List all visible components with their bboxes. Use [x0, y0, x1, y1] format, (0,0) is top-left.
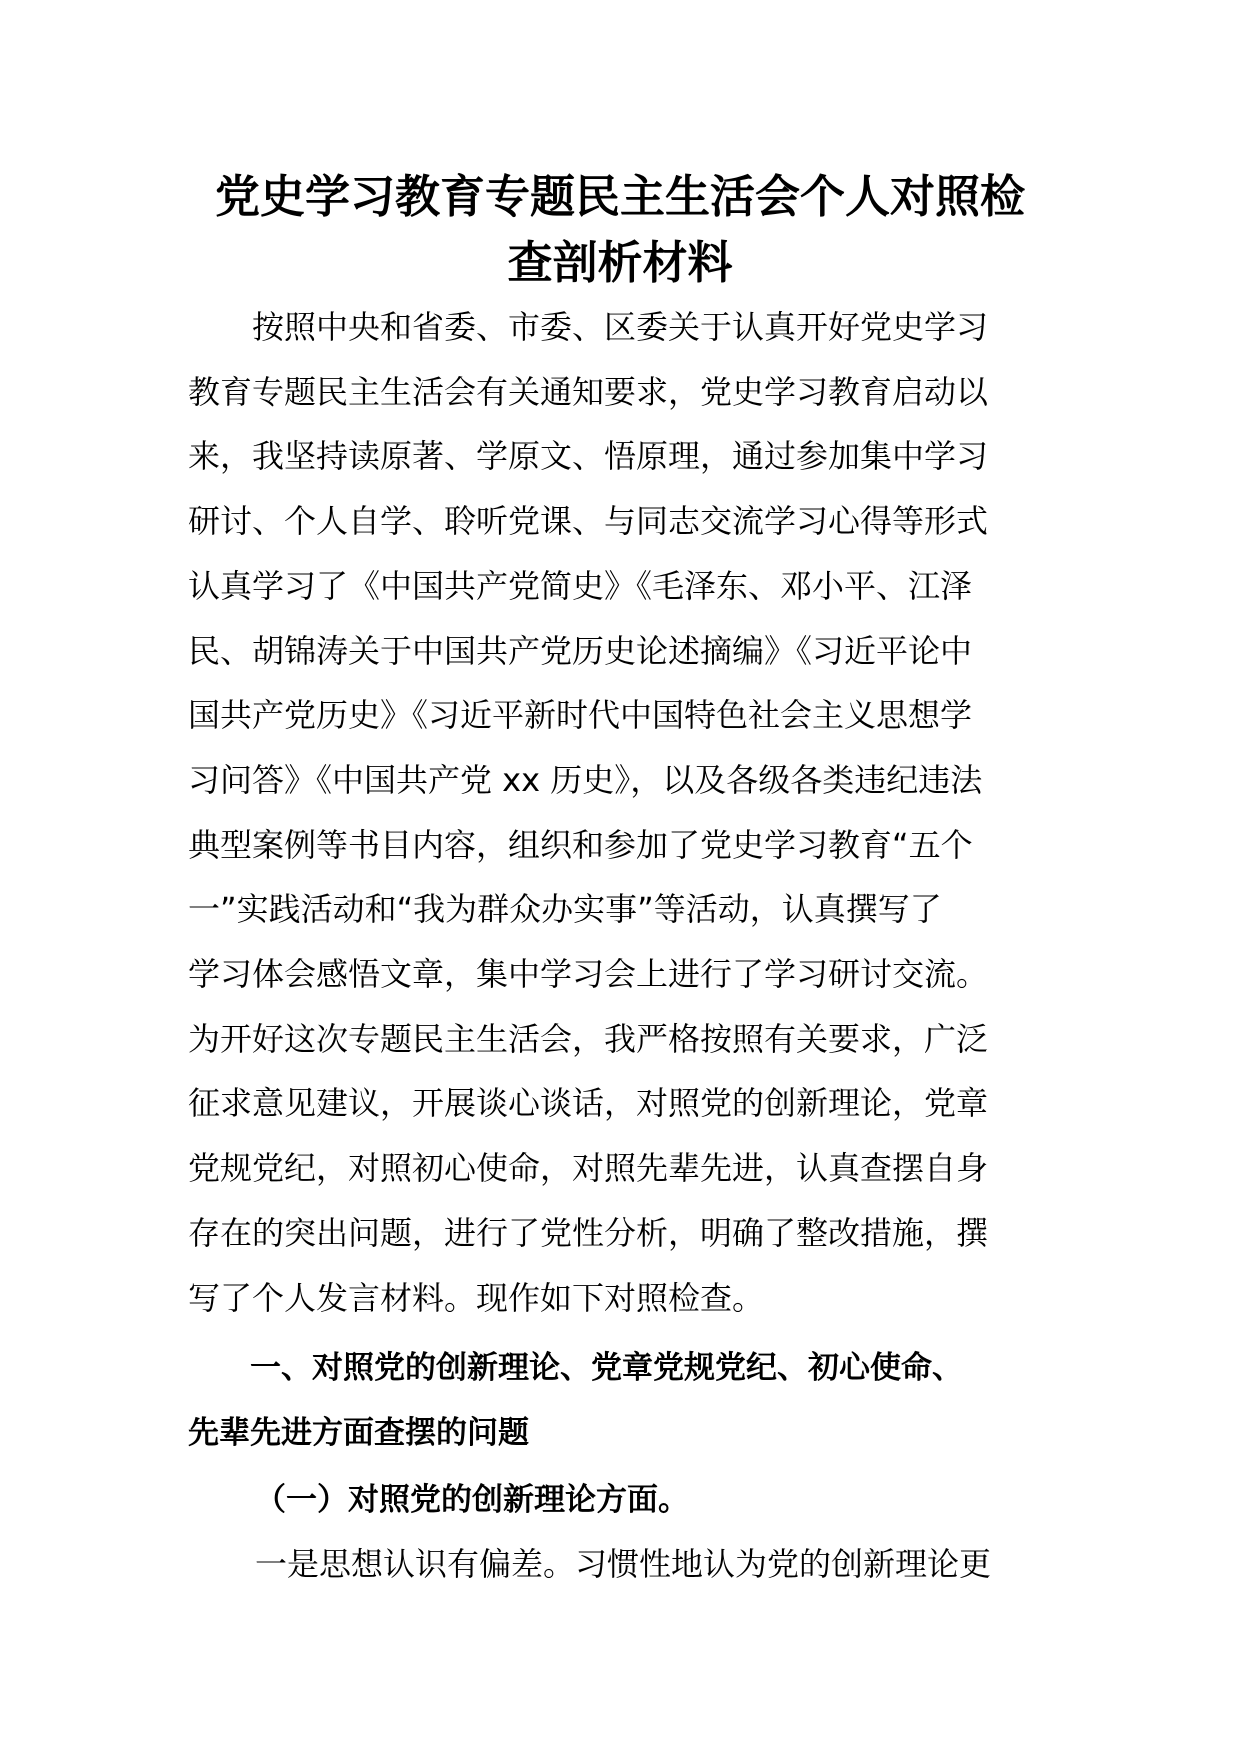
- intro-line-6: 民、胡锦涛关于中国共产党历史论述摘编》《习近平论中: [188, 631, 973, 670]
- intro-line-13: 征求意见建议，开展谈心谈话，对照党的创新理论，党章: [188, 1084, 989, 1123]
- intro-line-15: 存在的突出问题，进行了党性分析，明确了整改措施，撰: [188, 1213, 989, 1252]
- section-heading-line-2: 先辈先进方面查摆的问题: [188, 1415, 529, 1451]
- intro-line-12: 为开好这次专题民主生活会，我严格按照有关要求，广泛: [188, 1019, 989, 1058]
- intro-line-2: 教育专题民主生活会有关通知要求，党史学习教育启动以: [188, 372, 989, 411]
- subsection-heading: （一）对照党的创新理论方面。: [255, 1482, 689, 1518]
- intro-line-9: 典型案例等书目内容，组织和参加了党史学习教育“五个: [188, 825, 973, 864]
- document-title: [186, 164, 1054, 296]
- intro-line-1: 按照中央和省委、市委、区委关于认真开好党史学习: [188, 308, 989, 346]
- intro-paragraph: [188, 295, 1052, 1330]
- intro-line-5: 认真学习了《中国共产党简史》《毛泽东、邓小平、江泽: [188, 566, 973, 605]
- intro-line-4: 研讨、个人自学、聆听党课、与同志交流学习心得等形式: [188, 502, 989, 541]
- intro-line-3: 来，我坚持读原著、学原文、悟原理，通过参加集中学习: [188, 437, 989, 476]
- intro-line-14: 党规党纪，对照初心使命，对照先辈先进，认真查摆自身: [188, 1149, 989, 1188]
- intro-line-7: 国共产党历史》《习近平新时代中国特色社会主义思想学: [188, 696, 973, 735]
- section-heading-line-1: 一、对照党的创新理论、党章党规党纪、初心使命、: [188, 1350, 963, 1386]
- paragraph-start: 一是思想认识有偏差。习惯性地认为党的创新理论更: [255, 1545, 992, 1583]
- document-title-line-1: 党史学习教育专题民主生活会个人对照检: [214, 170, 1025, 223]
- intro-line-16: 写了个人发言材料。现作如下对照检查。: [188, 1278, 765, 1317]
- intro-line-11: 学习体会感悟文章，集中学习会上进行了学习研讨交流。: [188, 955, 989, 994]
- section-heading: [188, 1336, 1052, 1466]
- intro-line-8: 习问答》《中国共产党 xx 历史》，以及各级各类违纪违法: [188, 760, 983, 799]
- intro-line-10: 一”实践活动和“我为群众办实事”等活动，认真撰写了: [188, 890, 942, 929]
- document-title-line-2: 查剖析材料: [507, 236, 733, 289]
